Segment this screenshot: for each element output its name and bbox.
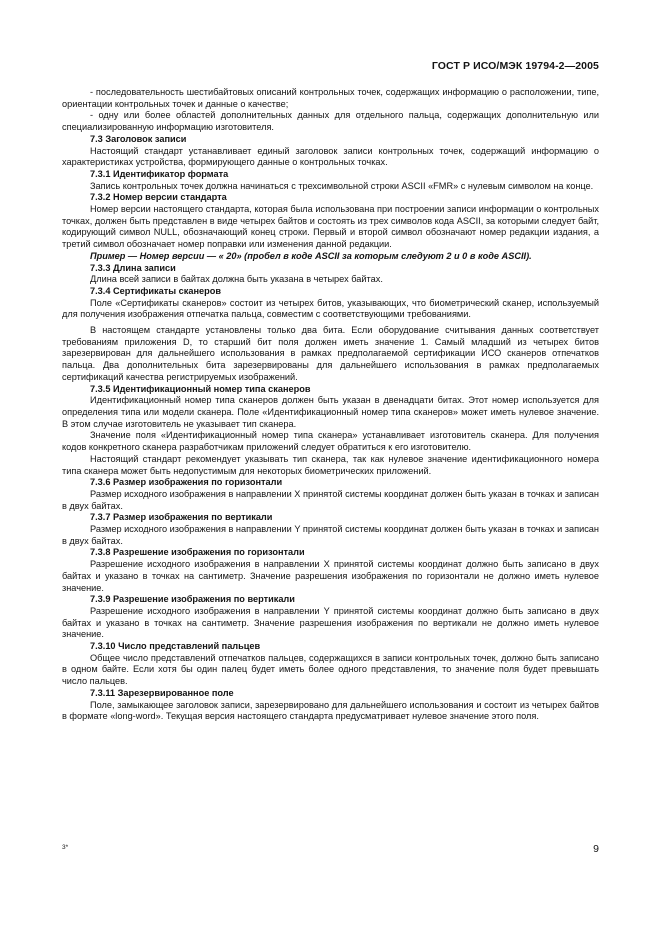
body-paragraph: Запись контрольных точек должна начинаться с трехсимвольной строки ASCII «FMR» с нулевым символом на конце. <box>90 180 594 191</box>
section-heading: 7.3.11 Зарезервированное поле <box>90 687 234 698</box>
page-number: 9 <box>593 843 599 855</box>
section-heading: 7.3.5 Идентификационный номер типа сканеров <box>90 383 311 394</box>
body-paragraph: Размер исходного изображения в направлении Y принятой системы координат должен быть указан в точках и записан в двух байтах. <box>62 524 599 546</box>
section-heading: 7.3.7 Размер изображения по вертикали <box>90 512 273 523</box>
body-paragraph: Разрешение исходного изображения в направлении Y принятой системы координат должно быть записано в двух байтах и указано в точках на сантиметр. Значение разрешения изображения по вертикали не должно иметь нулевое значение. <box>62 605 599 640</box>
body-paragraph: В настоящем стандарте установлены только два бита. Если оборудование считывания данных соответствует требованиям приложения D, то старший бит поля должен иметь значение 1. Самый младший из четырех битов зарезервирован для дальнейшего использования в рамках предполагаемой сертификации ИСО сканеров отпечатков пальца. Два дополнительных бита зарезервированы для дальнейшего использования в рамках предполагаемых сертификаций качества регистрируемых изображений. <box>62 325 599 382</box>
section-heading: 7.3.4 Сертификаты сканеров <box>90 285 222 296</box>
body-paragraph: Значение поля «Идентификационный номер типа сканера» устанавливает изготовитель сканера. Для получения кодов конкретного сканера разработчикам приложений следует обратиться к его изготовителю. <box>62 430 599 453</box>
body-paragraph: Общее число представлений отпечатков пальцев, содержащихся в записи контрольных точек, должно быть записано в одном байте. Если хотя бы один палец будет иметь более одного представления, то значение поля будет превышать число пальцев. <box>62 652 599 687</box>
body-paragraph: Настоящий стандарт рекомендует указывать тип сканера, так как нулевое значение идентификационного номера типа сканера может быть недопустимым для некоторых биометрических приложений. <box>62 453 599 476</box>
section-heading: 7.3.3 Длина записи <box>90 262 176 273</box>
body-paragraph: Поле, замыкающее заголовок записи, зарезервировано для дальнейшего использования и состоит из четырех байтов в формате «long-word». Текущая версия настоящего стандарта предусматривает нулевое значение этого поля. <box>62 699 599 722</box>
body-paragraph: Поле «Сертификаты сканеров» состоит из четырех битов, указывающих, что биометрический сканер, используемый для получения изображения отпечатка пальца, совместим с соответствующими требованиями. <box>62 297 599 320</box>
section-heading: 7.3.8 Разрешение изображения по горизонтали <box>90 547 305 558</box>
section-heading: 7.3.1 Идентификатор формата <box>90 168 229 179</box>
printer-signature-mark: 3* <box>62 844 69 851</box>
body-paragraph: Разрешение исходного изображения в направлении X принятой системы координат должно быть записано в двух байтах и указано в точках на сантиметр. Значение разрешения изображения по горизонтали не должно иметь нулевое значение. <box>62 559 599 593</box>
document-header: ГОСТ Р ИСО/МЭК 19794-2—2005 <box>431 60 599 72</box>
body-paragraph: Длина всей записи в байтах должна быть указана в четырех байтах. <box>90 274 383 285</box>
document-body <box>62 87 599 723</box>
section-heading: 7.3.9 Разрешение изображения по вертикали <box>90 594 295 605</box>
body-paragraph: Идентификационный номер типа сканеров должен быть указан в двенадцати битах. Этот номер используется для определения типа или модели сканера. Поле «Идентификационный номер типа сканеров» может иметь нулевое значение. В этом случае изготовитель не указывает тип сканера. <box>62 395 599 429</box>
body-paragraph: Настоящий стандарт устанавливает единый заголовок записи контрольных точек, содержащий информацию о характеристиках устройства, формирующего данные о контрольных точках. <box>62 145 599 168</box>
body-paragraph: - последовательность шестибайтовых описаний контрольных точек, содержащих информацию о расположении, типе, ориентации контрольных точек и данные о качестве; <box>62 87 599 109</box>
example-note: Пример — Номер версии — « 20» (пробел в коде ASCII за которым следуют 2 и 0 в коде ASCII). <box>90 250 532 261</box>
body-paragraph: Размер исходного изображения в направлении X принятой системы координат должен быть указан в точках и записан в двух байтах. <box>62 488 599 511</box>
body-paragraph: - одну или более областей дополнительных данных для отдельного пальца, содержащих дополнительную или специализированную информацию изготовителя. <box>62 110 599 133</box>
section-heading: 7.3 Заголовок записи <box>90 133 187 144</box>
section-heading: 7.3.6 Размер изображения по горизонтали <box>90 477 283 488</box>
section-heading: 7.3.10 Число представлений пальцев <box>90 641 261 652</box>
section-heading: 7.3.2 Номер версии стандарта <box>90 192 227 203</box>
body-paragraph: Номер версии настоящего стандарта, которая была использована при построении записи информации о контрольных точках, должен быть представлен в виде четырех байтов и состоять из трех символов кода ASCII, за которыми следует байт, кодирующий символ NULL, обозначающий конец строки. Первый и второй символ обозначают номер редакции издания, а третий символ обозначает номер поправки или изменения данной редакции. <box>62 204 599 250</box>
